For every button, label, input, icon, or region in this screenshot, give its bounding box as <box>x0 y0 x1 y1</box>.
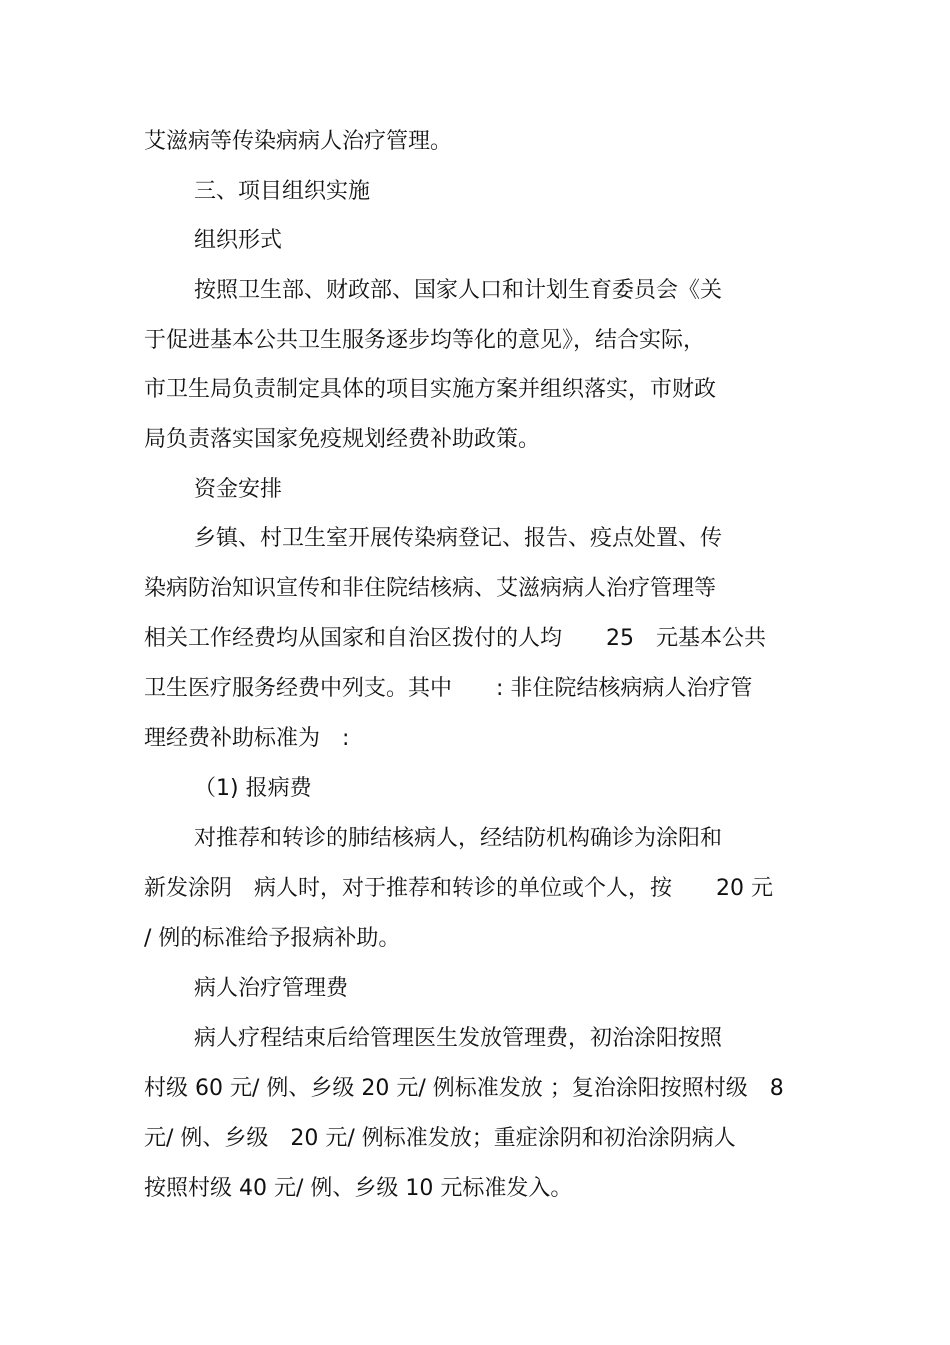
paragraph-line: 按照村级 40 元/ 例、乡级 10 元标准发入。 <box>144 1176 573 1201</box>
paragraph-line: 按照卫生部、财政部、国家人口和计划生育委员会《关 <box>194 278 723 303</box>
section-heading: 三、项目组织实施 <box>194 179 371 204</box>
paragraph-line: / 例的标准给予报病补助。 <box>144 926 401 951</box>
paragraph-line: 染病防治知识宣传和非住院结核病、艾滋病病人治疗管理等 <box>144 576 717 601</box>
paragraph-line: 对推荐和转诊的肺结核病人，经结防机构确诊为涂阳和 <box>194 826 723 851</box>
subsection-heading: 病人治疗管理费 <box>194 976 349 1001</box>
paragraph-line: 艾滋病等传染病病人治疗管理。 <box>144 129 453 154</box>
subsection-heading: 组织形式 <box>194 228 283 253</box>
list-item-heading: （1) 报病费 <box>194 776 312 801</box>
paragraph-line: 卫生医疗服务经费中列支。其中 : 非住院结核病病人治疗管 <box>144 676 753 701</box>
paragraph-line: 理经费补助标准为 : <box>144 726 350 751</box>
paragraph-line: 新发涂阴 病人时，对于推荐和转诊的单位或个人，按 20 元 <box>144 876 773 901</box>
paragraph-line: 乡镇、村卫生室开展传染病登记、报告、疫点处置、传 <box>194 526 723 551</box>
paragraph-line: 局负责落实国家免疫规划经费补助政策。 <box>144 427 541 452</box>
paragraph-line: 村级 60 元/ 例、乡级 20 元/ 例标准发放 ；复治涂阳按照村级 8 <box>144 1076 784 1101</box>
paragraph-line: 于促进基本公共卫生服务逐步均等化的意见》，结合实际， <box>144 328 706 353</box>
paragraph-line: 市卫生局负责制定具体的项目实施方案并组织落实，市财政 <box>144 377 717 402</box>
subsection-heading: 资金安排 <box>194 477 283 502</box>
paragraph-line: 元/ 例、乡级 20 元/ 例标准发放；重症涂阴和初治涂阴病人 <box>144 1126 736 1151</box>
paragraph-line: 病人疗程结束后给管理医生发放管理费，初治涂阳按照 <box>194 1026 723 1051</box>
paragraph-line: 相关工作经费均从国家和自治区拨付的人均 25 元基本公共 <box>144 626 766 651</box>
